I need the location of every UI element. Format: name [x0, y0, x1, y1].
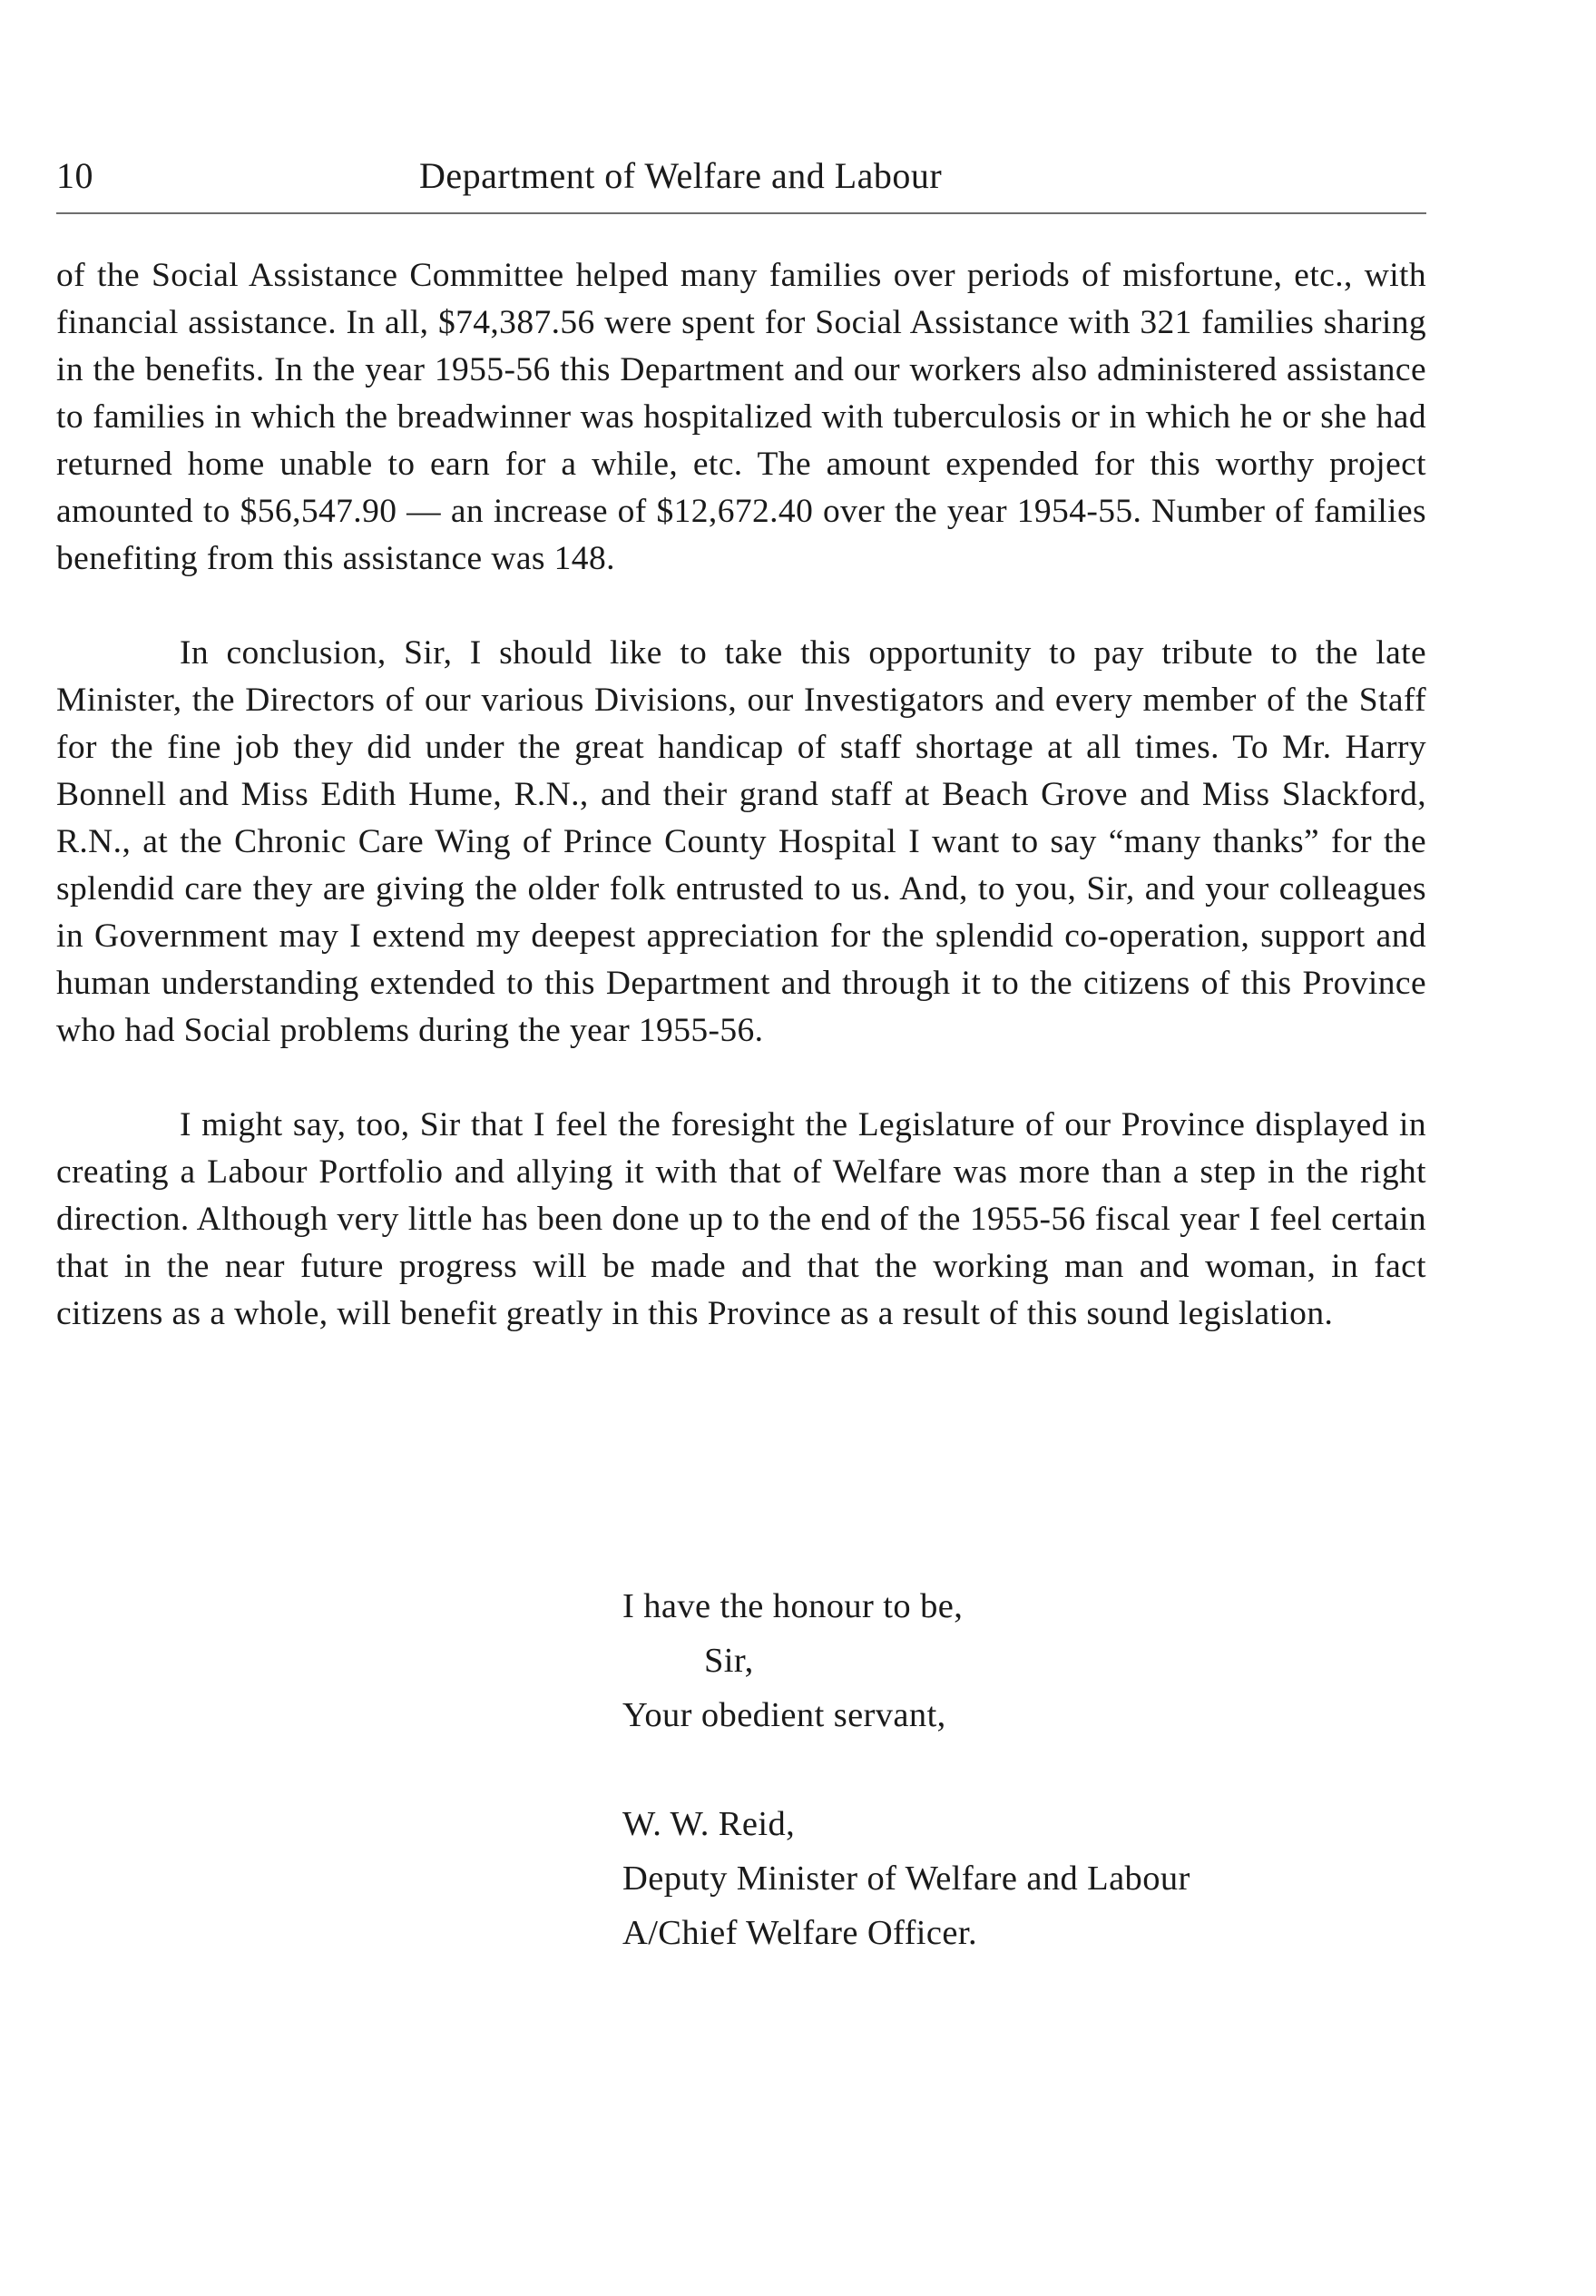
closing-salutation: I have the honour to be,: [622, 1587, 964, 1625]
closing-valediction: Your obedient servant,: [622, 1696, 946, 1734]
closing-spacer: [622, 1742, 1190, 1797]
letter-closing: [622, 1579, 1190, 1960]
body-text: [56, 252, 1426, 1385]
running-header: [56, 154, 1426, 209]
signatory-title: Deputy Minister of Welfare and Labour: [622, 1859, 1190, 1898]
page-number: 10: [56, 155, 93, 196]
closing-address: Sir,: [704, 1642, 754, 1680]
signatory-title-secondary: A/Chief Welfare Officer.: [622, 1914, 977, 1952]
document-page: [56, 154, 1426, 1332]
paragraph-continued: of the Social Assistance Committee helped many families over periods of misfortune, etc., with financial assistance. In all, $74,387.56 were spent for Social Assistance with 321 families sharing in the benefits. In the year 1955-56 this Department and our workers also administered assistance to families in which the breadwinner was hospitalized with tuberculosis or in which he or she had returned home unable to earn for a while, etc. The amount expended for this worthy project amounted to $56,547.90 — an increase of $12,672.40 over the year 1954-55. Number of families benefiting from this assistance was 148.: [56, 257, 1426, 577]
signatory-name: W. W. Reid,: [622, 1805, 796, 1843]
header-rule: [56, 212, 1426, 214]
paragraph-labour-portfolio: I might say, too, Sir that I feel the foresight the Legislature of our Province displayed in creating a Labour Portfolio and allying it with that of Welfare was more than a step in the right direction. Although very little has been done up to the end of the 1955-56 fiscal year I feel certain that in the near future progress will be made and that the working man and woman, in fact citizens as a whole, will benefit greatly in this Province as a result of this sound legislation.: [56, 1106, 1426, 1332]
paragraph-conclusion: In conclusion, Sir, I should like to take this opportunity to pay tribute to the late Minister, the Directors of our various Divisions, our Investigators and every member of the Staff for the fine job they did under the great handicap of staff shortage at all times. To Mr. Harry Bonnell and Miss Edith Hume, R.N., and their grand staff at Beach Grove and Miss Slackford, R.N., at the Chronic Care Wing of Prince County Hospital I want to say “many thanks” for the splendid care they are giving the older folk entrusted to us. And, to you, Sir, and your colleagues in Government may I extend my deepest appreciation for the splendid co-operation, support and human understanding extended to this Department and through it to the citizens of this Province who had Social problems during the year 1955-56.: [56, 634, 1426, 1049]
header-title: Department of Welfare and Labour: [419, 155, 943, 196]
